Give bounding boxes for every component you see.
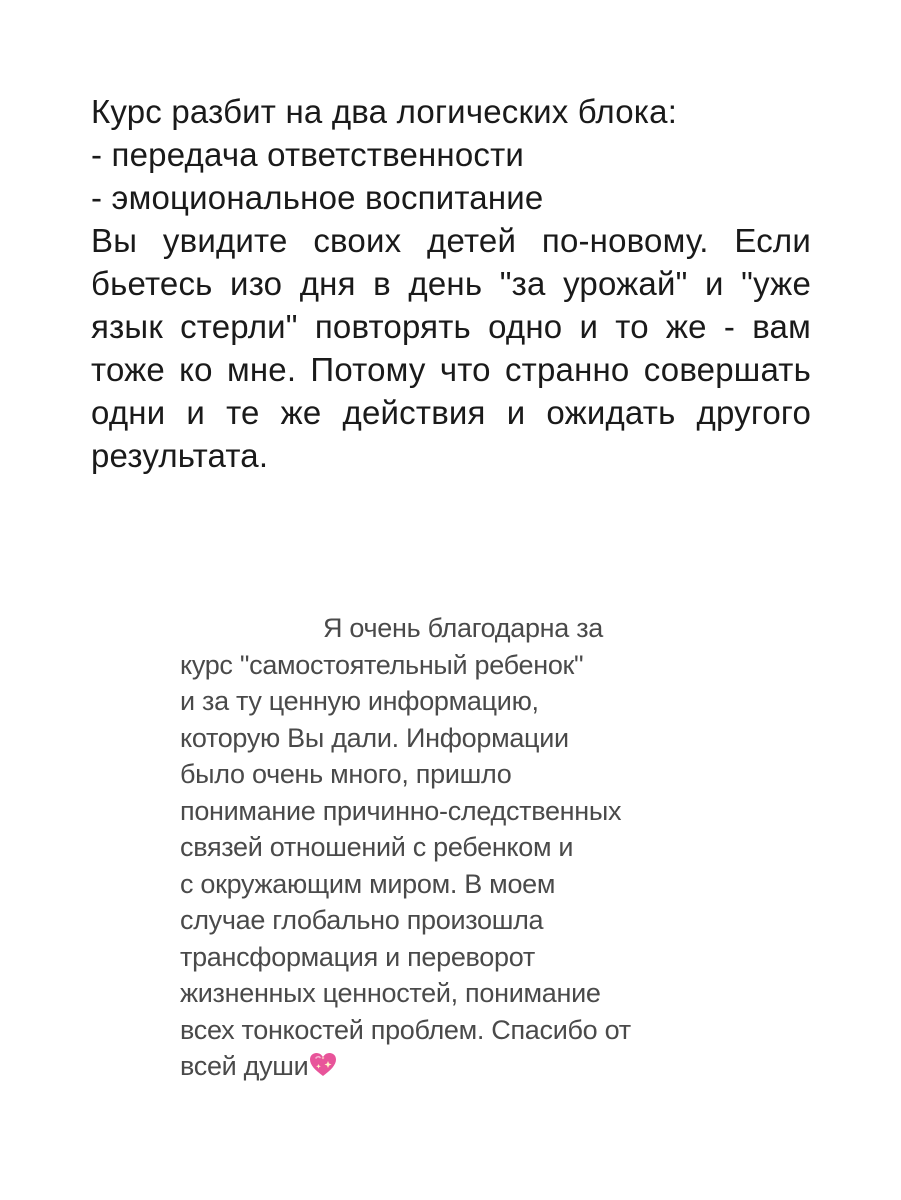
review-line: случае глобально произошла xyxy=(180,905,544,935)
review-line: Я очень благодарна за xyxy=(323,613,603,643)
review-quote xyxy=(180,610,720,1085)
review-line: с окружающим миром. В моем xyxy=(180,868,556,899)
review-line: и за ту ценную информацию, xyxy=(180,686,539,716)
review-line: курс "самостоятельный ребенок" xyxy=(180,649,584,680)
review-line: трансформация и переворот xyxy=(180,941,535,972)
review-line: связей отношений с ребенком и xyxy=(180,832,574,862)
review-last-line xyxy=(180,1048,720,1085)
review-line: жизненных ценностей, понимание xyxy=(180,978,601,1008)
sparkling-heart-icon xyxy=(309,1052,337,1078)
review-line: которую Вы дали. Информации xyxy=(180,722,569,753)
intro-text-block xyxy=(91,90,811,477)
review-line-text: всей души xyxy=(180,1051,309,1081)
intro-bullet-2: - эмоциональное воспитание xyxy=(91,179,544,216)
intro-paragraph: Вы увидите своих детей по-новому. Если бьетесь изо дня в день "за урожай" и "уже язык стерли" повторять одно и то же - вам тоже ко мне. Потому что странно совершать одни и те же действия и ожидать другого результата. xyxy=(91,222,811,474)
review-line: понимание причинно-следственных xyxy=(180,795,622,826)
intro-bullet-1: - передача ответственности xyxy=(91,136,525,173)
review-line: всех тонкостей проблем. Спасибо от xyxy=(180,1014,631,1045)
intro-heading: Курс разбит на два логических блока: xyxy=(91,93,678,130)
review-line: было очень много, пришло xyxy=(180,759,512,789)
